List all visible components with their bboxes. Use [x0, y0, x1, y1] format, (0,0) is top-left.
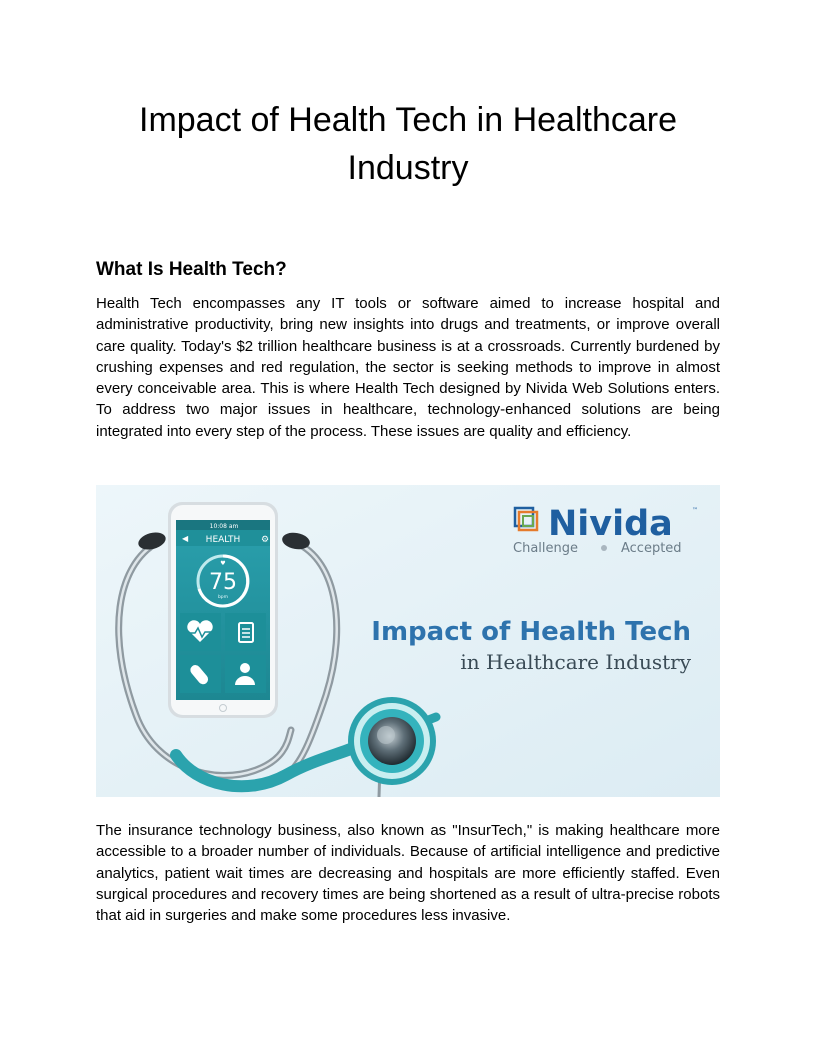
phone-status-time: 10:08 am — [209, 523, 239, 530]
phone-app-title: HEALTH — [205, 535, 241, 545]
section-heading: What Is Health Tech? — [96, 259, 287, 280]
svg-text:◀: ◀ — [182, 534, 189, 543]
smartphone-icon — [168, 502, 278, 718]
hero-banner-image — [96, 485, 720, 797]
paragraph-insurtech: The insurance technology business, also known as "InsurTech," is making healthcare more accessible to a broader number of individuals. Because of artificial intelligence and predictive analytics, patient wait times are decreasing and hospitals are more efficiently staffed. Even surgical procedures and recovery times are being shortened as a result of ultra-precise robots that aid in surgeries and make some procedures less invasive. — [96, 822, 720, 925]
tagline-dot — [601, 545, 607, 551]
phone-heart-rate-unit: bpm — [217, 595, 229, 600]
gear-icon: ⚙ — [261, 535, 270, 545]
phone-heart-rate: 75 — [209, 570, 237, 595]
tagline-left: Challenge — [513, 541, 578, 556]
heart-icon: ♥ — [220, 560, 226, 567]
tagline-right: Accepted — [621, 541, 682, 556]
trademark-symbol: ™ — [692, 507, 698, 514]
user-icon — [240, 663, 250, 673]
paragraph-intro: Health Tech encompasses any IT tools or software aimed to increase hospital and administrative productivity, bring new insights into drugs and treatments, or improve overall care quality. Today's $2 trillion healthcare business is at a crossroads. Currently burdened by crushing expenses and red regulation, the sector is seeking methods to improve in almost every conceivable area. This is where Health Tech designed by Nivida Web Solutions enters. To address two major issues in healthcare, technology-enhanced solutions are being integrated into every step of the process. These issues are quality and efficiency. — [96, 295, 720, 440]
banner-subheadline: in Healthcare Industry — [460, 650, 691, 674]
page-title: Impact of Health Tech in Healthcare Industry — [139, 101, 677, 187]
banner-headline: Impact of Health Tech — [371, 617, 691, 647]
brand-name: Nivida — [548, 504, 673, 544]
